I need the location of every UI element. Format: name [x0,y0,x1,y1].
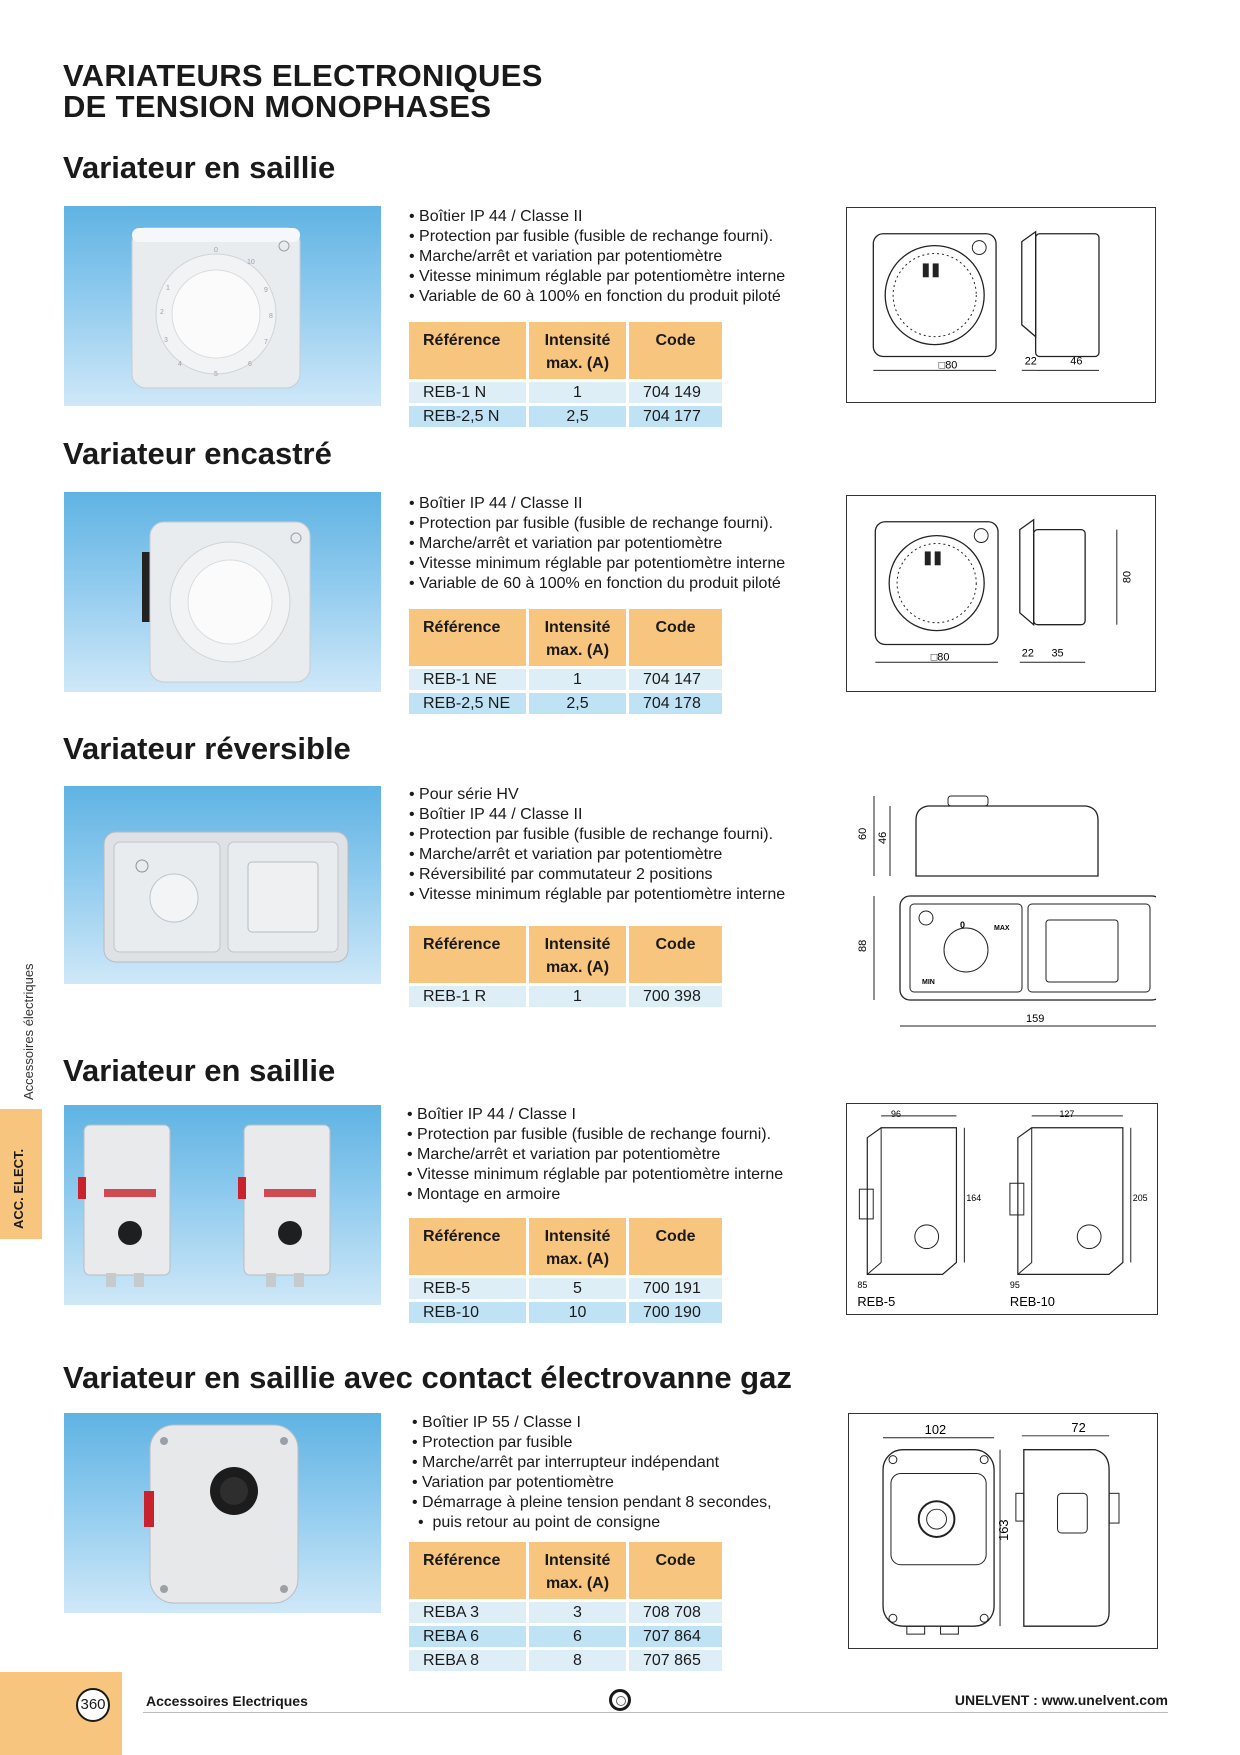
column-header: Référence [409,926,529,986]
table-row [409,1650,725,1674]
dimension-label: □80 [930,651,950,664]
feature-item: • Démarrage à pleine tension pendant 8 secondes, [412,1493,772,1513]
section-3-title: Variateur réversible [63,731,351,766]
svg-text:5: 5 [214,371,218,378]
section-2-features [409,494,785,594]
cell-reference: REBA 6 [409,1626,529,1650]
dimension-label: 85 [857,1280,868,1291]
feature-item: • Variable de 60 à 100% en fonction du produit piloté [409,574,785,594]
model-label: REB-5 [857,1294,896,1310]
cell-intensity: 2,5 [529,693,629,717]
dimension-label: 102 [924,1421,947,1437]
feature-item: • Montage en armoire [407,1185,783,1205]
dimension-label: 159 [1026,1013,1045,1025]
brand-logo-icon [609,1689,631,1711]
gas-valve-dimmer-photo [64,1413,381,1613]
dial-label: MIN [922,979,935,986]
feature-item: • Protection par fusible (fusible de rechange fourni). [409,514,785,534]
cell-reference: REB-1 N [409,382,529,406]
table-row [409,1602,725,1626]
sidebar-tab [0,1109,42,1239]
section-2-product-photo [64,492,381,692]
dimension-label: 46 [877,831,889,844]
dimension-label: □80 [938,359,958,372]
cell-code: 707 865 [629,1650,725,1674]
surface-dimmer-photo [64,206,381,406]
dimension-label: 127 [1059,1108,1075,1119]
feature-item: • Boîtier IP 44 / Classe I [407,1105,783,1125]
table-row [409,1278,725,1302]
feature-item: • Marche/arrêt et variation par potentiomètre [409,534,785,554]
table-row [409,1302,725,1326]
column-header: Référence [409,1542,529,1602]
cell-intensity: 1 [529,669,629,693]
cell-intensity: 8 [529,1650,629,1674]
cell-reference: REBA 8 [409,1650,529,1674]
svg-text:2: 2 [160,309,164,316]
feature-item: • Vitesse minimum réglable par potentiomètre interne [409,885,785,905]
cell-code: 704 149 [629,382,725,406]
column-header: Référence [409,1218,529,1278]
column-header: Code [629,1542,725,1602]
dimension-label: 88 [857,939,869,952]
feature-item: • Protection par fusible [412,1433,772,1453]
svg-text:8: 8 [269,313,273,320]
flush-dimmer-photo [64,492,381,692]
footer-section-name: Accessoires Electriques [146,1693,308,1709]
section-4-features [407,1105,783,1205]
column-header: Code [629,926,725,986]
section-4-product-photo [64,1105,381,1305]
dial-label: MAX [994,925,1010,932]
dimension-label: 22 [1024,355,1037,368]
column-header: Code [629,1218,725,1278]
table-header-row [409,926,725,986]
section-1-spec-table [409,322,725,430]
cell-intensity: 3 [529,1602,629,1626]
table-row [409,382,725,406]
section-3-spec-table [409,926,725,1010]
section-3-features [409,785,785,905]
section-4-spec-table [409,1218,725,1326]
cell-reference: REB-1 NE [409,669,529,693]
feature-item: • Boîtier IP 44 / Classe II [409,494,785,514]
cell-reference: REB-1 R [409,986,529,1010]
table-header-row [409,1542,725,1602]
dimension-label: 22 [1021,647,1034,660]
cell-intensity: 5 [529,1278,629,1302]
feature-item: • Vitesse minimum réglable par potentiomètre interne [409,554,785,574]
dimension-label: 80 [1121,570,1134,584]
cell-intensity: 6 [529,1626,629,1650]
dimension-label: 46 [1070,355,1083,368]
feature-item: • Boîtier IP 44 / Classe II [409,207,785,227]
dial-label: 0 [960,920,966,930]
page-title-line-2: DE TENSION MONOPHASES [63,89,492,124]
column-header: Intensité max. (A) [529,609,629,669]
column-header: Référence [409,609,529,669]
dimension-label: 163 [995,1519,1011,1541]
model-label: REB-10 [1009,1294,1055,1310]
svg-text:1: 1 [166,285,170,292]
feature-item: • Vitesse minimum réglable par potentiomètre interne [409,267,785,287]
cabinet-dimmer-photo [64,1105,381,1305]
section-3-product-photo [64,786,381,984]
column-header: Intensité max. (A) [529,926,629,986]
sidebar-tab-label: ACC. ELECT. [11,1148,26,1229]
cell-reference: REB-2,5 N [409,406,529,430]
dimension-label: 60 [857,827,869,840]
feature-item: • Protection par fusible (fusible de rechange fourni). [409,825,785,845]
dimension-label: 205 [1132,1193,1148,1204]
page-title-line-1: VARIATEURS ELECTRONIQUES [63,58,543,93]
svg-text:7: 7 [264,339,268,346]
svg-text:6: 6 [248,361,252,368]
section-1-title: Variateur en saillie [63,150,336,185]
feature-item: • Protection par fusible (fusible de rechange fourni). [407,1125,783,1145]
cell-intensity: 10 [529,1302,629,1326]
cell-code: 707 864 [629,1626,725,1650]
cell-intensity: 1 [529,382,629,406]
table-header-row [409,609,725,669]
svg-text:9: 9 [264,287,268,294]
section-2-technical-drawing [846,495,1156,692]
section-5-title: Variateur en saillie avec contact électrovanne gaz [63,1360,792,1395]
table-header-row [409,1218,725,1278]
cell-code: 700 191 [629,1278,725,1302]
table-row [409,1626,725,1650]
section-5-features [412,1413,772,1533]
table-row [409,669,725,693]
column-header: Code [629,322,725,382]
cell-reference: REB-2,5 NE [409,693,529,717]
section-4-title: Variateur en saillie [63,1053,336,1088]
sidebar-vertical-label: Accessoires électriques [21,963,36,1100]
dimension-label: 95 [1009,1280,1020,1291]
feature-item: • Vitesse minimum réglable par potentiomètre interne [407,1165,783,1185]
cell-code: 700 190 [629,1302,725,1326]
svg-text:0: 0 [214,247,218,254]
section-2-title: Variateur encastré [63,436,332,471]
feature-item: • Variation par potentiomètre [412,1473,772,1493]
cell-intensity: 2,5 [529,406,629,430]
section-5-technical-drawing [848,1413,1158,1649]
cell-reference: REB-10 [409,1302,529,1326]
svg-text:10: 10 [247,259,255,266]
column-header: Code [629,609,725,669]
dimension-label: 96 [891,1108,901,1119]
cell-reference: REBA 3 [409,1602,529,1626]
column-header: Référence [409,322,529,382]
dimension-label: 35 [1051,647,1064,660]
feature-item: • Réversibilité par commutateur 2 positions [409,865,785,885]
section-1-product-photo [64,206,381,406]
column-header: Intensité max. (A) [529,322,629,382]
table-row [409,986,725,1010]
feature-item: • Pour série HV [409,785,785,805]
reversible-dimmer-photo [64,786,381,984]
feature-item: • Marche/arrêt et variation par potentiomètre [409,845,785,865]
column-header: Intensité max. (A) [529,1542,629,1602]
table-row [409,693,725,717]
section-2-spec-table [409,609,725,717]
section-1-features [409,207,785,307]
cell-code: 704 177 [629,406,725,430]
page-title [63,60,543,122]
cell-intensity: 1 [529,986,629,1010]
section-5-product-photo [64,1413,381,1613]
cell-code: 700 398 [629,986,725,1010]
cell-reference: REB-5 [409,1278,529,1302]
feature-item: • Marche/arrêt et variation par potentiomètre [407,1145,783,1165]
cell-code: 704 147 [629,669,725,693]
feature-item: • Protection par fusible (fusible de rechange fourni). [409,227,785,247]
page-number: 360 [76,1688,110,1722]
svg-text:4: 4 [178,361,182,368]
section-5-spec-table [409,1542,725,1674]
cell-code: 708 708 [629,1602,725,1626]
feature-item: • Marche/arrêt et variation par potentiomètre [409,247,785,267]
table-header-row [409,322,725,382]
feature-item: • Variable de 60 à 100% en fonction du produit piloté [409,287,785,307]
section-4-technical-drawing [846,1103,1158,1315]
cell-code: 704 178 [629,693,725,717]
column-header: Intensité max. (A) [529,1218,629,1278]
dimension-label: 164 [966,1193,982,1204]
feature-item: • Boîtier IP 44 / Classe II [409,805,785,825]
feature-item: • puis retour au point de consigne [412,1513,772,1533]
dimension-label: 72 [1071,1419,1086,1435]
svg-text:3: 3 [164,337,168,344]
footer-website: UNELVENT : www.unelvent.com [954,1692,1168,1708]
table-row [409,406,725,430]
section-3-technical-drawing [846,780,1156,1054]
feature-item: • Marche/arrêt par interrupteur indépendant [412,1453,772,1473]
footer-divider [143,1712,1168,1713]
section-1-technical-drawing [846,207,1156,403]
feature-item: • Boîtier IP 55 / Classe I [412,1413,772,1433]
